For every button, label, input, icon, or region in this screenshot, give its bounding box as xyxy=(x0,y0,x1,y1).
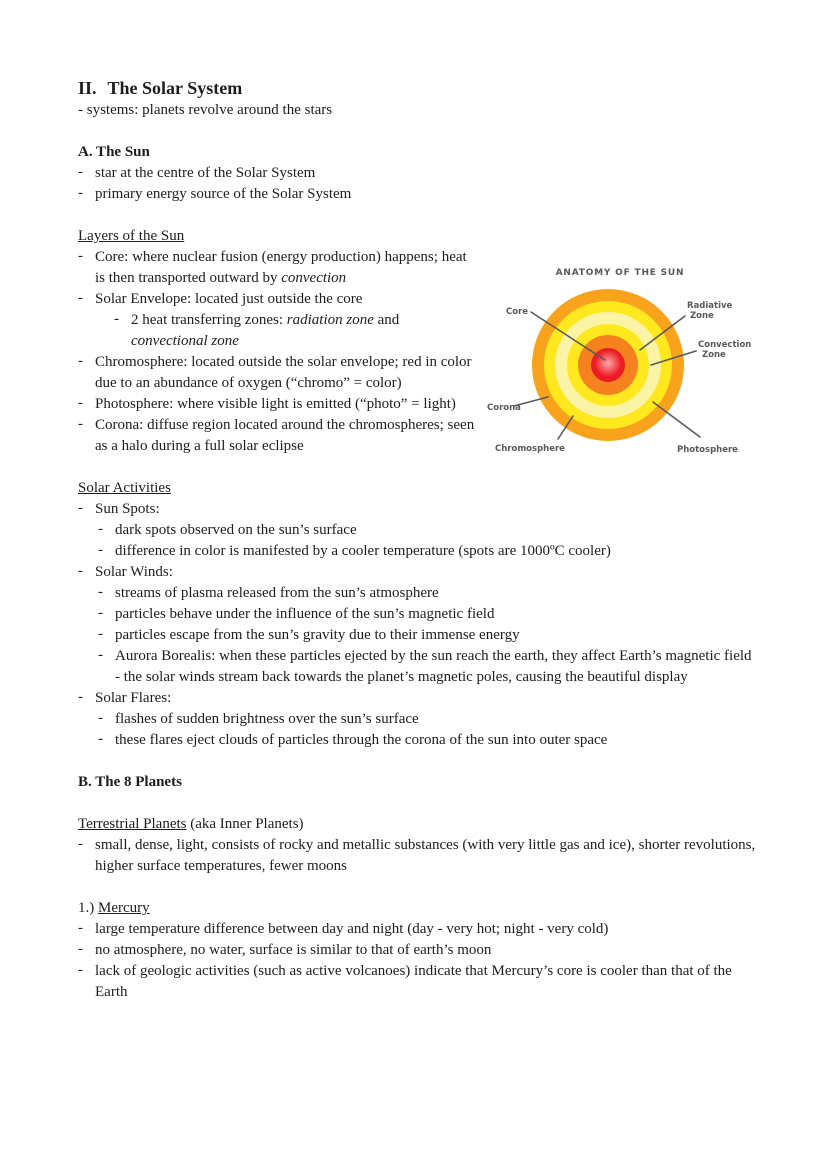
layers-heading: Layers of the Sun xyxy=(78,228,185,244)
mercury-bullet-1 xyxy=(78,919,756,940)
solarflares-sub-1 xyxy=(98,709,756,730)
bullet-text: 2 heat transferring zones: radiation zone and convectional zone xyxy=(131,312,400,349)
bullet-text: no atmosphere, no water, surface is similar to that of earth’s moon xyxy=(95,942,492,958)
layers-bullet-photosphere xyxy=(78,394,479,415)
sun-anatomy-diagram xyxy=(478,256,828,462)
bullet-dash: - xyxy=(98,604,103,621)
mercury-bullet-2 xyxy=(78,940,756,961)
mercury-bullet-3 xyxy=(78,961,756,1003)
bullet-dash: - xyxy=(98,646,103,663)
bullet-text: flashes of sudden brightness over the sun’s surface xyxy=(115,711,419,727)
activities-group-sunspots xyxy=(78,499,756,520)
terrestrial-heading: Terrestrial Planets (aka Inner Planets) xyxy=(78,816,304,832)
bullet-text: Chromosphere: located outside the solar envelope; red in color due to an abundance of oxygen (“chromo” = color) xyxy=(95,354,472,391)
activities-group-solarflares xyxy=(78,688,756,709)
sunspots-sub-1 xyxy=(98,520,756,541)
bullet-text: Corona: diffuse region located around the chromospheres; seen as a halo during a full solar eclipse xyxy=(95,417,475,454)
layers-subbullet-zones xyxy=(114,310,479,352)
bullet-dash: - xyxy=(78,940,83,957)
mercury-number: 1.) xyxy=(78,900,98,916)
bullet-text: lack of geologic activities (such as active volcanoes) indicate that Mercury’s core is cooler than that of the Earth xyxy=(95,963,732,1000)
bullet-dash: - xyxy=(98,625,103,642)
intro-line: - systems: planets revolve around the stars xyxy=(78,102,333,118)
activities-heading: Solar Activities xyxy=(78,480,171,496)
bullet-dash: - xyxy=(78,961,83,978)
bullet-dash: - xyxy=(114,310,119,327)
bullet-text: Photosphere: where visible light is emitted (“photo” = light) xyxy=(95,396,456,412)
bullet-text: difference in color is manifested by a cooler temperature (spots are 1000ºC cooler) xyxy=(115,543,611,559)
layers-bullet-corona xyxy=(78,415,479,457)
doc-title xyxy=(78,76,756,100)
bullet-dash: - xyxy=(78,562,83,579)
doc-title-text: The Solar System xyxy=(107,78,243,98)
solarflares-sub-2 xyxy=(98,730,756,751)
bullet-dash: - xyxy=(98,730,103,747)
bullet-text: small, dense, light, consists of rocky and metallic substances (with very little gas and ice), shorter revolutions, higher surface temperatures, fewer moons xyxy=(95,837,756,874)
core-label: Core xyxy=(505,307,528,317)
bullet-text: star at the centre of the Solar System xyxy=(95,165,316,181)
bullet-text: Aurora Borealis: when these particles ejected by the sun reach the earth, they affect Earth’s magnetic field - the solar winds stream back towards the planet’s magnetic poles, causing the beautiful display xyxy=(115,648,752,685)
bullet-dash: - xyxy=(78,835,83,852)
convection-zone-label-line2: Zone xyxy=(702,350,726,360)
sunspots-sub-2 xyxy=(98,541,756,562)
bullet-dash: - xyxy=(78,247,83,264)
radiative-zone-label-line1: Radiative xyxy=(687,301,733,311)
bullet-dash: - xyxy=(78,919,83,936)
bullet-text: Solar Envelope: located just outside the core xyxy=(95,291,363,307)
core-disc xyxy=(591,348,625,382)
bullet-dash: - xyxy=(78,688,83,705)
bullet-text: Solar Flares: xyxy=(95,690,172,706)
bullet-dash: - xyxy=(98,520,103,537)
doc-title-number: II. xyxy=(78,78,97,98)
bullet-dash: - xyxy=(78,499,83,516)
mercury-heading xyxy=(78,898,756,919)
solarwinds-sub-4-aurora xyxy=(98,646,756,688)
solarwinds-sub-3 xyxy=(98,625,756,646)
layers-bullet-chromosphere xyxy=(78,352,479,394)
bullet-dash: - xyxy=(78,289,83,306)
layers-bullet-core xyxy=(78,247,479,289)
terrestrial-bullet xyxy=(78,835,756,877)
diagram-title: ANATOMY OF THE SUN xyxy=(555,268,685,278)
photosphere-label: Photosphere xyxy=(677,445,738,455)
activities-group-solarwinds xyxy=(78,562,756,583)
solarwinds-sub-1 xyxy=(98,583,756,604)
bullet-dash: - xyxy=(98,541,103,558)
bullet-text: Solar Winds: xyxy=(95,564,173,580)
bullet-text: Core: where nuclear fusion (energy production) happens; heat is then transported outward by convection xyxy=(95,249,467,286)
bullet-text: primary energy source of the Solar System xyxy=(95,186,352,202)
layers-bullet-envelope xyxy=(78,289,479,310)
bullet-dash: - xyxy=(98,583,103,600)
bullet-dash: - xyxy=(78,415,83,432)
bullet-dash: - xyxy=(78,352,83,369)
bullet-dash: - xyxy=(98,709,103,726)
bullet-dash: - xyxy=(78,184,83,201)
section-a-heading: A. The Sun xyxy=(78,144,150,160)
bullet-dash: - xyxy=(78,163,83,180)
chromosphere-label: Chromosphere xyxy=(495,444,565,454)
radiative-zone-label-line2: Zone xyxy=(690,311,714,321)
bullet-text: streams of plasma released from the sun’s atmosphere xyxy=(115,585,439,601)
solarwinds-sub-2 xyxy=(98,604,756,625)
corona-label: Corona xyxy=(487,403,521,413)
sun-bullet-2 xyxy=(78,184,756,205)
sun-bullet-1 xyxy=(78,163,756,184)
bullet-text: these flares eject clouds of particles through the corona of the sun into outer space xyxy=(115,732,608,748)
bullet-text: particles escape from the sun’s gravity due to their immense energy xyxy=(115,627,520,643)
bullet-text: dark spots observed on the sun’s surface xyxy=(115,522,357,538)
bullet-text: Sun Spots: xyxy=(95,501,160,517)
bullet-text: particles behave under the influence of the sun’s magnetic field xyxy=(115,606,495,622)
bullet-text: large temperature difference between day and night (day - very hot; night - very cold) xyxy=(95,921,609,937)
convection-zone-label-line1: Convection xyxy=(698,340,752,350)
layers-text-column xyxy=(78,247,479,457)
bullet-dash: - xyxy=(78,394,83,411)
section-b-heading: B. The 8 Planets xyxy=(78,774,182,790)
mercury-name: Mercury xyxy=(98,900,150,916)
